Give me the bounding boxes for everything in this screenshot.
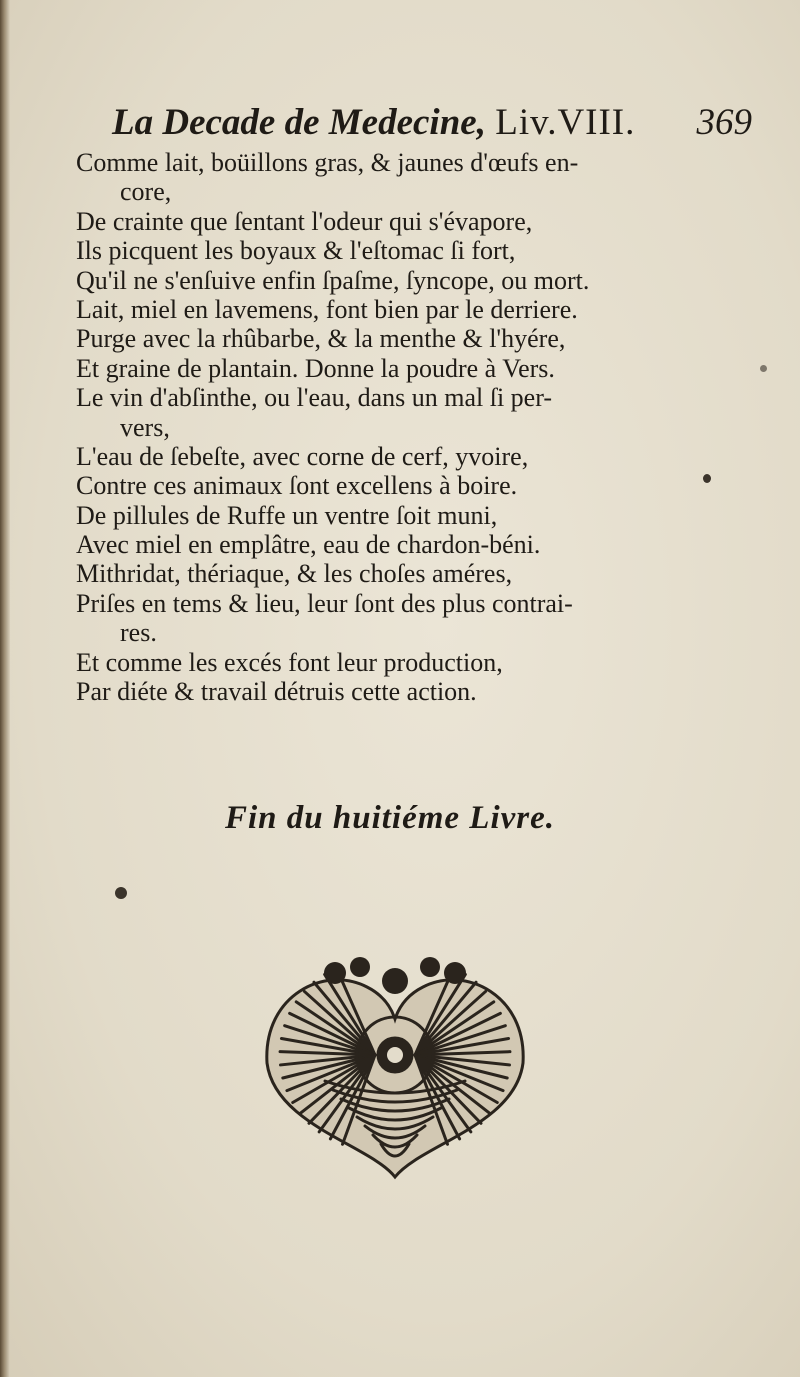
verse-line: Et comme les excés font leur production, xyxy=(76,647,503,677)
verse-text xyxy=(76,148,736,706)
verse-line: Mithridat, thériaque, & les choſes améres, xyxy=(76,559,513,589)
floral-heart-ornament-icon xyxy=(262,950,528,1180)
ink-spot xyxy=(760,365,767,372)
verse-line: Ils picquent les boyaux & l'eſtomac ſi fort, xyxy=(76,236,516,266)
verse-continuation: res. xyxy=(120,618,157,648)
verse-line: Comme lait, boüillons gras, & jaunes d'œufs en- xyxy=(76,148,579,177)
verse-line: Lait, miel en lavemens, font bien par le derriere. xyxy=(76,294,578,324)
verse-line: L'eau de ſebeſte, avec corne de cerf, yvoire, xyxy=(76,441,529,471)
header-title: La Decade de Medecine, xyxy=(112,102,486,143)
verse-line: Et graine de plantain. Donne la poudre à Vers. xyxy=(76,353,555,383)
verse-continuation: vers, xyxy=(120,412,170,442)
page-number: 369 xyxy=(696,102,752,143)
ink-spot xyxy=(115,887,127,899)
verse-line: De crainte que ſentant l'odeur qui s'évapore, xyxy=(76,206,533,236)
verse-continuation: core, xyxy=(120,177,172,207)
verse-line: Purge avec la rhûbarbe, & la menthe & l'hyére, xyxy=(76,324,566,354)
verse-line: De pillules de Ruffe un ventre ſoit muni, xyxy=(76,500,498,530)
header-book-number: Liv.VIII. xyxy=(495,102,636,143)
running-header xyxy=(112,98,752,148)
verse-line: Priſes en tems & lieu, leur ſont des plus contrai- xyxy=(76,588,573,618)
book-spine-edge xyxy=(0,0,10,1377)
verse-line: Qu'il ne s'enſuive enfin ſpaſme, ſyncope, ou mort. xyxy=(76,265,590,295)
verse-line: Contre ces animaux ſont excellens à boire. xyxy=(76,471,518,501)
verse-line: Le vin d'abſinthe, ou l'eau, dans un mal ſi per- xyxy=(76,383,552,413)
colophon: Fin du huitiéme Livre. xyxy=(224,800,556,836)
verse-line: Avec miel en emplâtre, eau de chardon-béni. xyxy=(76,530,541,560)
ink-spot xyxy=(703,474,711,483)
verse-line: Par diéte & travail détruis cette action. xyxy=(76,677,477,707)
